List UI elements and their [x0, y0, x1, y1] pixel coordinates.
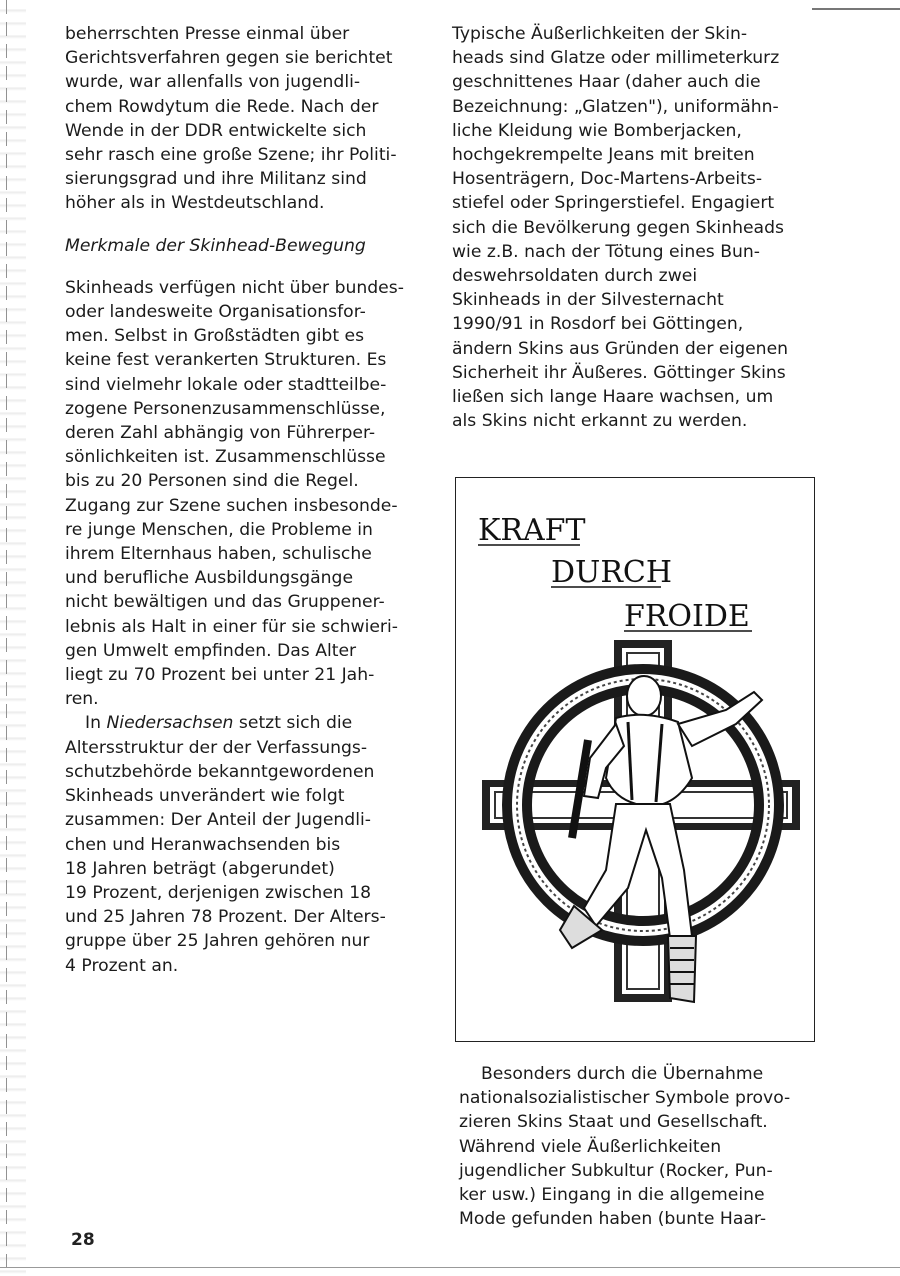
illustration-figure: [455, 477, 815, 1042]
text-line: 4 Prozent an.: [65, 955, 179, 976]
text-line: liche Kleidung wie Bomberjacken,: [452, 120, 742, 141]
text-line: Sicherheit ihr Äußeres. Göttinger Skins: [452, 362, 786, 383]
text-line: Skinheads unverändert wie folgt: [65, 786, 345, 807]
paragraph-appearance: [452, 22, 817, 433]
text-line: zogene Personenzusammenschlüsse,: [65, 398, 386, 419]
text-line: sind vielmehr lokale oder stadtteilbe-: [65, 374, 387, 395]
text-line: liegt zu 70 Prozent bei unter 21 Jah-: [65, 665, 375, 686]
scan-binding-edge: [0, 0, 26, 1276]
text-line: ihrem Elternhaus haben, schulische: [65, 544, 372, 565]
text-line: Hosenträgern, Doc-Martens-Arbeits-: [452, 169, 763, 190]
figure-title-line2: DURCH: [551, 555, 673, 590]
text-line: Zugang zur Szene suchen insbesonde-: [65, 495, 398, 516]
text-line: ren.: [65, 689, 99, 710]
text-line: gruppe über 25 Jahren gehören nur: [65, 931, 370, 952]
text-line: ließen sich lange Haare wachsen, um: [452, 387, 774, 408]
text-line: deren Zahl abhängig von Führerper-: [65, 423, 376, 444]
text-line: lebnis als Halt in einer für sie schwieri-: [65, 616, 398, 637]
scan-top-mark: [812, 8, 900, 10]
text-line: stiefel oder Springerstiefel. Engagiert: [452, 193, 775, 214]
text-line: höher als in Westdeutschland.: [65, 193, 325, 214]
text-line: geschnittenes Haar (daher auch die: [452, 72, 761, 93]
left-column: [65, 22, 415, 978]
text-line: wie z.B. nach der Tötung eines Bun-: [452, 241, 760, 262]
text-line: zusammen: Der Anteil der Jugendli-: [65, 810, 371, 831]
text-line: oder landesweite Organisationsfor-: [65, 302, 366, 323]
text-line: Mode gefunden haben (bunte Haar-: [459, 1209, 767, 1230]
section-heading: Merkmale der Skinhead-Bewegung: [65, 235, 366, 256]
text-line: Gerichtsverfahren gegen sie berichtet: [65, 48, 393, 69]
text-line: chem Rowdytum die Rede. Nach der: [65, 96, 379, 117]
text-line: Während viele Äußerlichkeiten: [459, 1136, 722, 1157]
paragraph-niedersachsen: [65, 711, 415, 977]
text-line: Skinheads verfügen nicht über bundes-: [65, 277, 404, 298]
text-line: schutzbehörde bekanntgewordenen: [65, 761, 375, 782]
paragraph-press: [65, 22, 415, 216]
text-line: 19 Prozent, derjenigen zwischen 18: [65, 882, 372, 903]
paragraph-organisation: [65, 276, 415, 712]
text-line: zieren Skins Staat und Gesellschaft.: [459, 1112, 768, 1133]
figure-title-line1: KRAFT: [478, 513, 586, 548]
text-line: ker usw.) Eingang in die allgemeine: [459, 1185, 765, 1206]
text-line: Besonders durch die Übernahme: [481, 1064, 764, 1084]
text-fragment: setzt sich die: [233, 713, 353, 734]
text-line: und 25 Jahren 78 Prozent. Der Alters-: [65, 907, 386, 928]
text-line: Altersstruktur der der Verfassungs-: [65, 737, 368, 758]
page-number: 28: [71, 1230, 95, 1250]
right-column-bottom: [459, 1062, 824, 1231]
text-line: heads sind Glatze oder millimeterkurz: [452, 48, 780, 69]
figure-title-line3: FROIDE: [624, 599, 750, 634]
text-line: hochgekrempelte Jeans mit breiten: [452, 145, 755, 166]
text-line: wurde, war allenfalls von jugendli-: [65, 72, 361, 93]
text-line: bis zu 20 Personen sind die Regel.: [65, 471, 359, 492]
text-line: als Skins nicht erkannt zu werden.: [452, 411, 748, 432]
text-line: re junge Menschen, die Probleme in: [65, 519, 373, 540]
text-line: 1990/91 in Rosdorf bei Göttingen,: [452, 314, 744, 335]
text-line: Wende in der DDR entwickelte sich: [65, 120, 367, 141]
text-line: Skinheads in der Silvesternacht: [452, 290, 724, 311]
text-line: sich die Bevölkerung gegen Skinheads: [452, 217, 784, 238]
text-line: beherrschten Presse einmal über: [65, 24, 350, 44]
text-line: Bezeichnung: „Glatzen"), uniformähn-: [452, 96, 779, 117]
text-line: 18 Jahren beträgt (abgerundet): [65, 858, 335, 879]
text-line: sierungsgrad und ihre Militanz sind: [65, 169, 367, 190]
text-line: sehr rasch eine große Szene; ihr Politi-: [65, 145, 397, 166]
text-line: chen und Heranwachsenden bis: [65, 834, 341, 855]
scan-bottom-edge: [0, 1267, 900, 1268]
text-line: keine fest verankerten Strukturen. Es: [65, 350, 387, 371]
text-line: ändern Skins aus Gründen der eigenen: [452, 338, 789, 359]
text-line: gen Umwelt empfinden. Das Alter: [65, 640, 357, 661]
paragraph-symbols: [459, 1062, 824, 1231]
text-line: deswehrsoldaten durch zwei: [452, 266, 698, 287]
text-fragment: In: [85, 713, 107, 734]
text-line: und berufliche Ausbildungsgänge: [65, 568, 354, 589]
emphasis-niedersachsen: Niedersachsen: [106, 713, 234, 734]
text-line: nationalsozialistischer Symbole provo-: [459, 1088, 791, 1109]
right-column-top: [452, 22, 817, 433]
text-line: men. Selbst in Großstädten gibt es: [65, 326, 365, 347]
celtic-cross-skinhead-illustration-icon: [456, 478, 813, 1040]
text-line: nicht bewältigen und das Gruppener-: [65, 592, 385, 613]
text-line: Typische Äußerlichkeiten der Skin-: [452, 24, 748, 44]
text-line: jugendlicher Subkultur (Rocker, Pun-: [459, 1160, 773, 1181]
text-line: sönlichkeiten ist. Zusammenschlüsse: [65, 447, 386, 468]
